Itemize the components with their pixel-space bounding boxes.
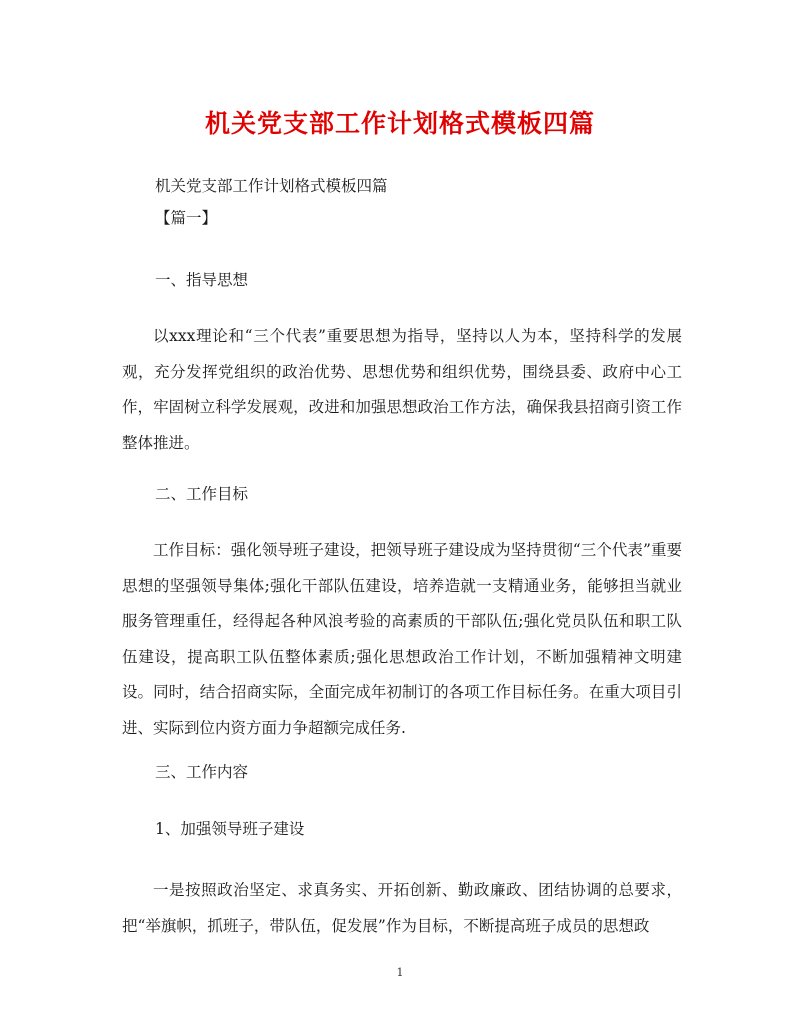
paragraph-leadership: 一是按照政治坚定、求真务实、开拓创新、勤政廉政、团结协调的总要求，把“举旗帜，抓班子，带队伍，促发展”作为目标，不断提高班子成员的思想政 — [122, 881, 682, 935]
document-subtitle: 机关党支部工作计划格式模板四篇 — [155, 177, 388, 195]
paragraph-guiding-thought: 以xxx理论和“三个代表”重要思想为指导，坚持以人为本，坚持科学的发展观，充分发挥党组织的政治优势、思想优势和组织优势，围绕县委、政府中心工作，牢固树立科学发展观，改进和加强思想政治工作方法，确保我县招商引资工作整体推进。 — [122, 327, 682, 452]
heading-work-content: 三、工作内容 — [155, 763, 249, 781]
subheading-leadership: 1、加强领导班子建设 — [155, 820, 305, 838]
paragraph-work-goals: 工作目标：强化领导班子建设，把领导班子建设成为坚持贯彻“三个代表”重要思想的坚强领导集体;强化干部队伍建设，培养造就一支精通业务，能够担当就业服务管理重任，经得起各种风浪考验的高素质的干部队伍;强化党员队伍和职工队伍建设，提高职工队伍整体素质;强化思想政治工作计划，不断加强精神文明建设。同时，结合招商实际，全面完成年初制订的各项工作目标任务。在重大项目引进、实际到位内资方面力争超额完成任务. — [122, 541, 682, 737]
heading-work-goals: 二、工作目标 — [155, 485, 249, 503]
heading-guiding-thought: 一、指导思想 — [155, 271, 249, 289]
document-title: 机关党支部工作计划格式模板四篇 — [204, 109, 595, 138]
section-label: 【篇一】 — [155, 209, 218, 227]
page-number: 1 — [396, 966, 404, 979]
